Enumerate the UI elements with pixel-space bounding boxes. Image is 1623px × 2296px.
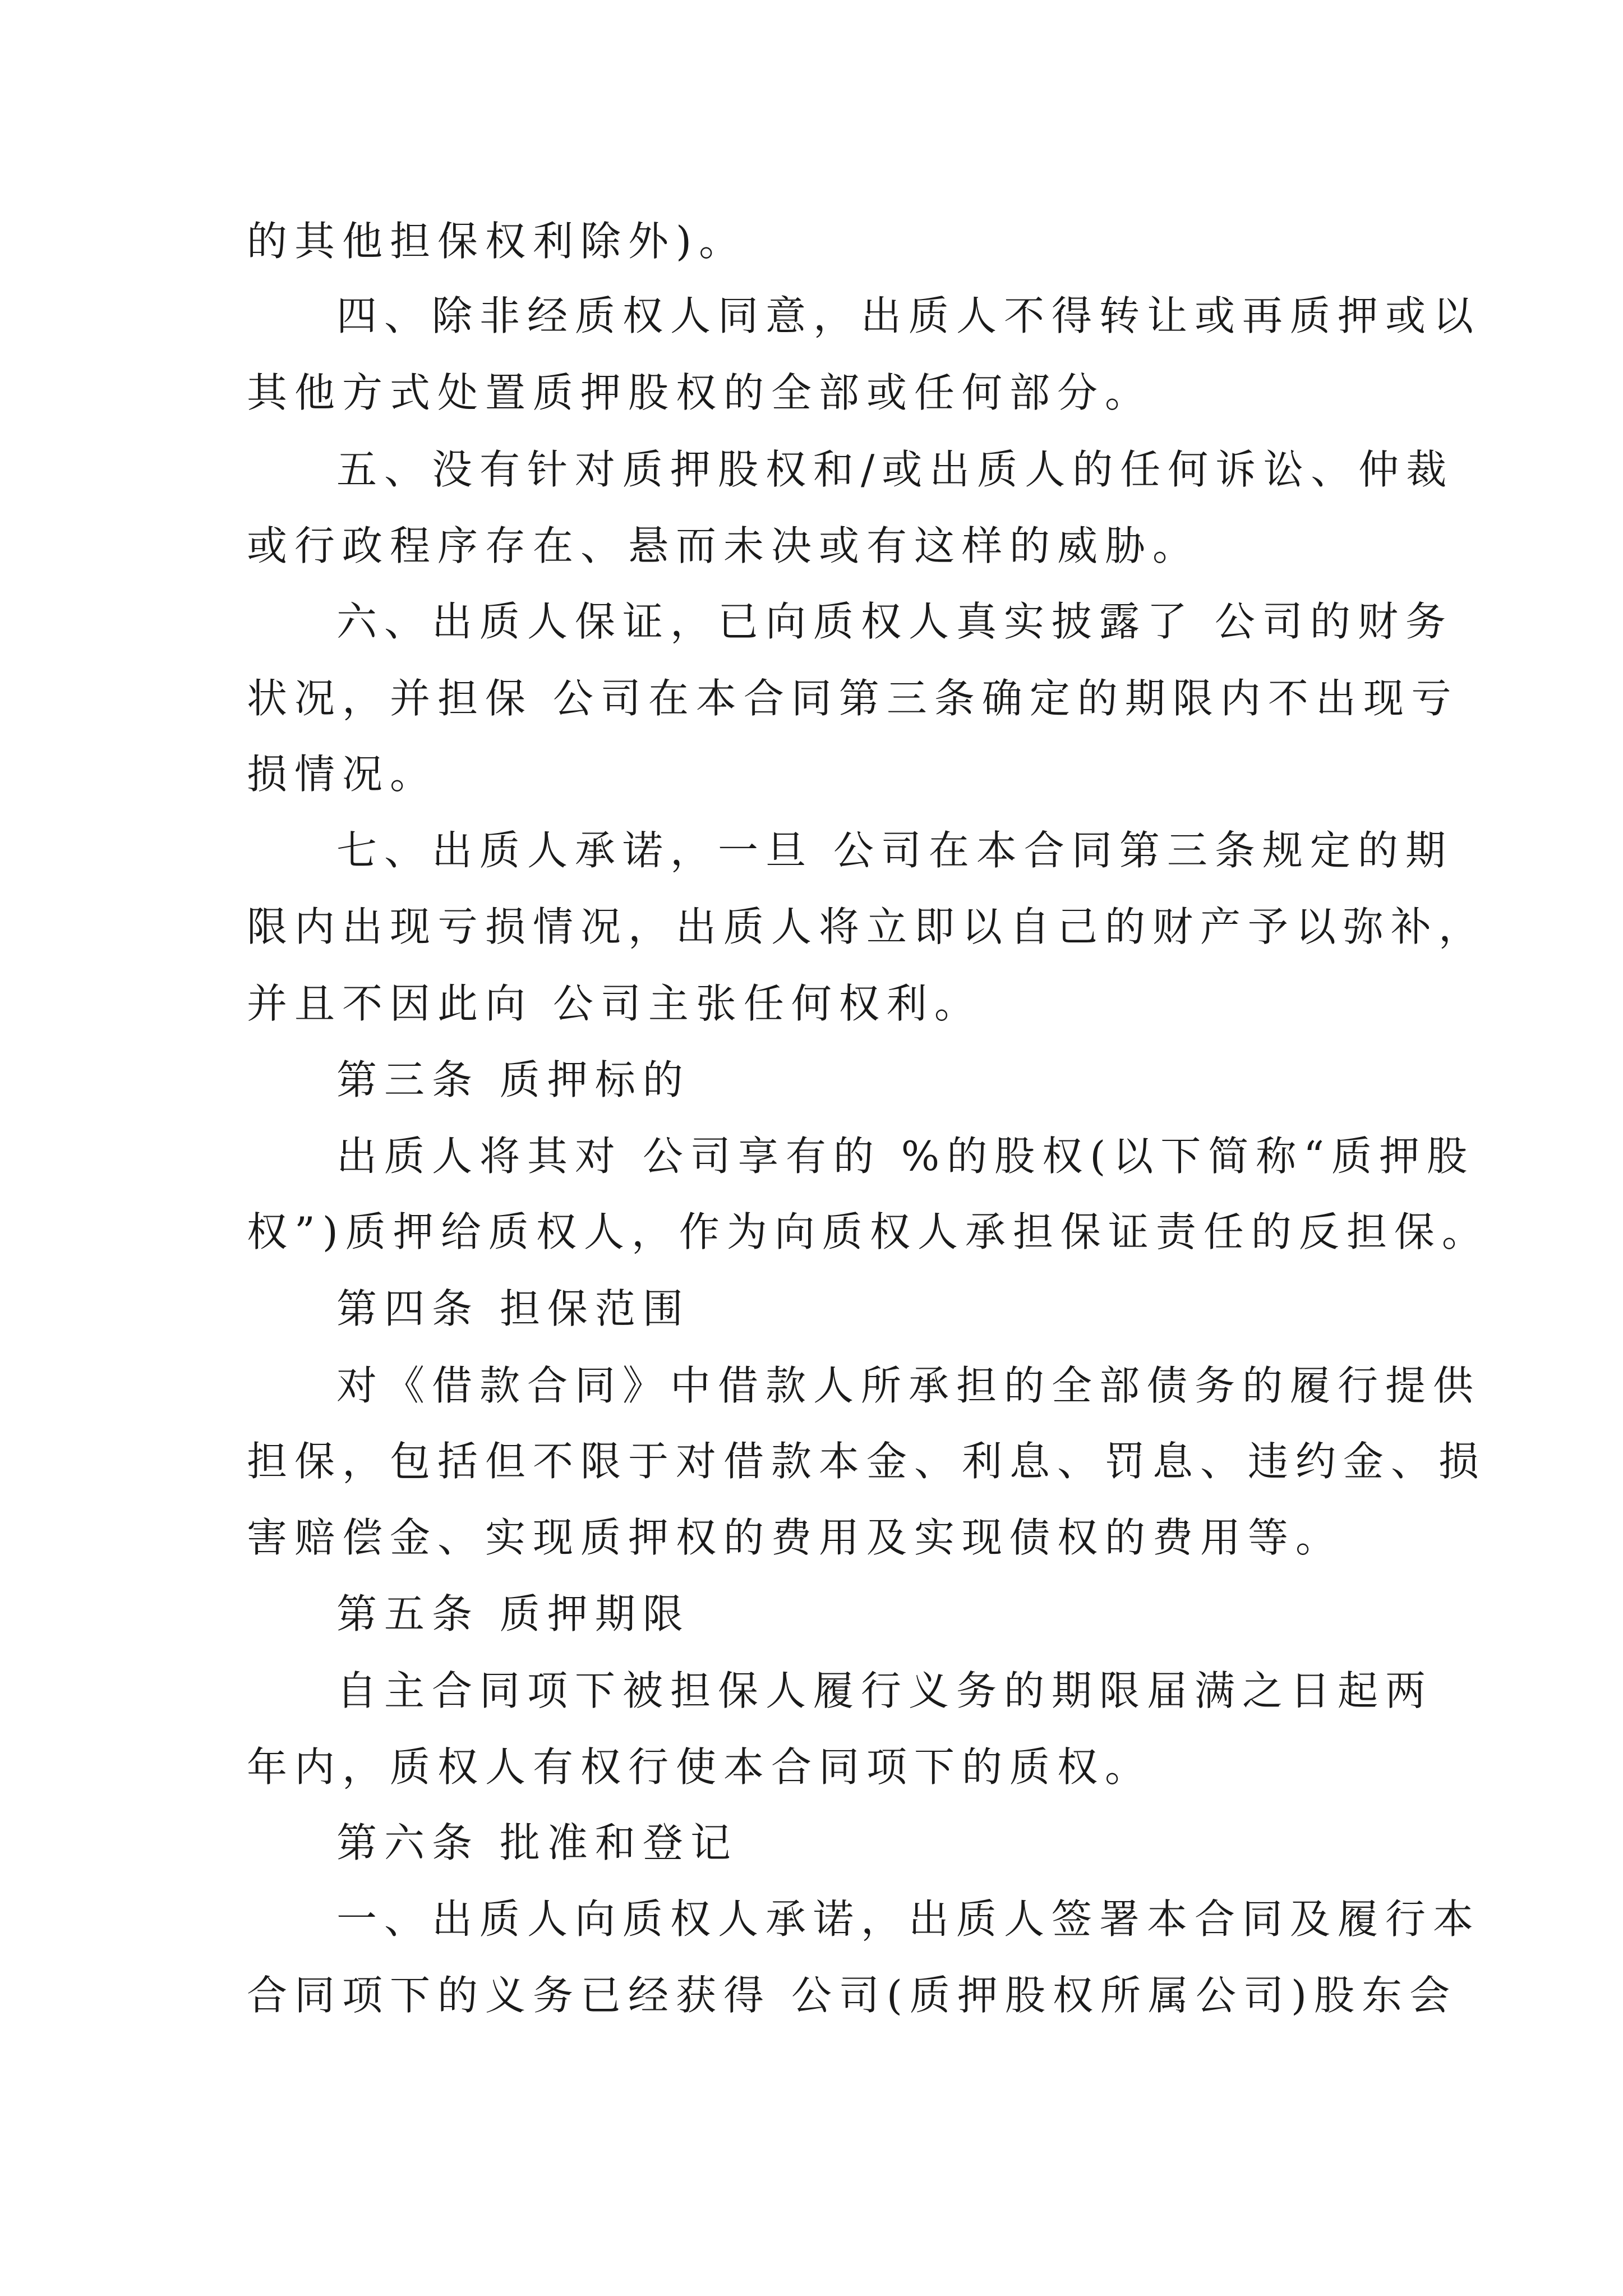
text-line-9: 七、出质人承诺，一旦 公司在本合同第三条规定的期 <box>336 827 1453 874</box>
section-heading-article-6: 第六条 批准和登记 <box>336 1819 738 1866</box>
text-line-20: 自主合同项下被担保人履行义务的期限届满之日起两 <box>336 1667 1433 1714</box>
text-line-21: 年内，质权人有权行使本合同项下的质权。 <box>247 1743 1153 1791</box>
text-line-11: 并且不因此向 公司主张任何权利。 <box>247 980 982 1027</box>
text-line-7: 状况，并担保 公司在本合同第三条确定的期限内不出现亏 <box>247 675 1459 722</box>
text-line-10: 限内出现亏损情况，出质人将立即以自己的财产予以弥补， <box>247 903 1487 950</box>
text-line-14: 权”)质押给质权人，作为向质权人承担保证责任的反担保。 <box>247 1208 1490 1255</box>
text-line-8: 损情况。 <box>247 751 438 798</box>
text-line-2: 四、除非经质权人同意，出质人不得转让或再质押或以 <box>336 292 1481 339</box>
text-line-4: 五、没有针对质押股权和/或出质人的任何诉讼、仲裁 <box>336 446 1454 493</box>
text-line-16: 对《借款合同》中借款人所承担的全部债务的履行提供 <box>336 1362 1481 1409</box>
section-heading-article-3: 第三条 质押标的 <box>336 1056 690 1103</box>
text-line-18: 害赔偿金、实现质押权的费用及实现债权的费用等。 <box>247 1514 1344 1561</box>
text-line-6: 六、出质人保证，已向质权人真实披露了 公司的财务 <box>336 598 1453 645</box>
text-line-5: 或行政程序存在、悬而未决或有这样的威胁。 <box>247 522 1201 569</box>
section-heading-article-4: 第四条 担保范围 <box>336 1285 690 1332</box>
text-line-24: 合同项下的义务已经获得 公司(质押股权所属公司)股东会 <box>247 1972 1458 2019</box>
text-line-3: 其他方式处置质押股权的全部或任何部分。 <box>247 369 1153 416</box>
text-line-17: 担保，包括但不限于对借款本金、利息、罚息、违约金、损 <box>247 1438 1487 1485</box>
section-heading-article-5: 第五条 质押期限 <box>336 1590 690 1637</box>
text-line-23: 一、出质人向质权人承诺，出质人签署本合同及履行本 <box>336 1895 1481 1943</box>
text-line-13: 出质人将其对 公司享有的 %的股权(以下简称“质押股 <box>336 1133 1475 1180</box>
text-line-1: 的其他担保权利除外)。 <box>247 218 747 265</box>
